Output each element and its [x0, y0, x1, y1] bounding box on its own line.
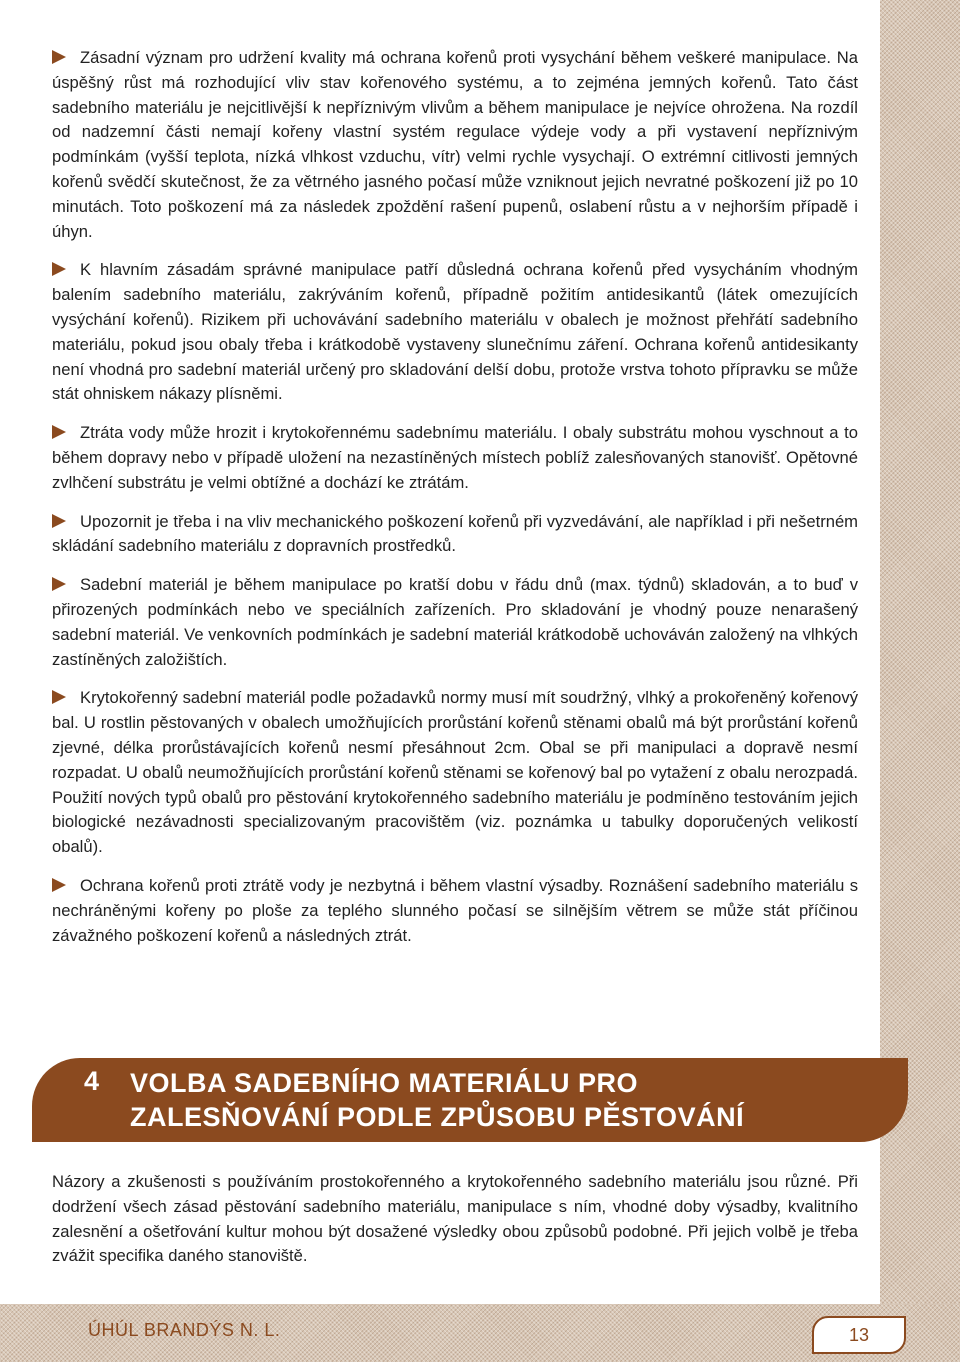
- paragraph: [52, 258, 858, 407]
- paragraph: [52, 46, 858, 244]
- section-intro-paragraph: Názory a zkušenosti s používáním prostokořenného a krytokořenného sadebního materiálu jsou různé. Při dodržení všech zásad pěstování sadebního materiálu, manipulace s ním, vhodné doby výsadby, kvalitního zalesnění a ošetřování kultur mohou být dosažené výsledky obou způsobů podobné. Při jejich volbě je třeba zvážit specifika daného stanoviště.: [52, 1172, 858, 1266]
- paragraph-text: Sadební materiál je během manipulace po kratší dobu v řádu dnů (max. týdnů) skladován, a to buď v přirozených podmínkách nebo ve speciálních zařízeních. Pro skladování je vhodný pouze nenarašený sadební materiál. Ve venkovních podmínkách je sadební materiál krátkodobě uchováván založený na vlhkých zastíněných založištích.: [52, 575, 858, 669]
- paragraph: [52, 874, 858, 948]
- paragraph-text: Krytokořenný sadební materiál podle požadavků normy musí mít soudržný, vlhký a prokořeněný kořenový bal. U rostlin pěstovaných v obalech umožňujících prorůstání kořenů stěnami obalů má být prorůstání kořenů zjevné, délka prorůstávajících kořenů nesmí přesáhnout 2cm. Obal se při manipulaci a dopravě nesmí rozpadat. U obalů neumožňujících prorůstání kořenů stěnami se kořenový bal po vytažení z obalu nerozpadá. Použití nových typů obalů pro pěstování krytokořenného sadebního materiálu je podmíněno testováním jejich biologické nezávadnosti specializovaným pracovištěm (viz. poznámka u tabulky doporučených velikostí obalů).: [52, 688, 858, 857]
- footer-publisher: ÚHÚL BRANDÝS N. L.: [88, 1320, 281, 1340]
- paragraph-text: K hlavním zásadám správné manipulace patří důsledná ochrana kořenů před vysycháním vhodným balením sadebního materiálu, zakrýváním kořenů, případně požitím antidesikantů (látek omezujících vysýchání kořenů). Rizikem při uchovávání sadebního materiálu v obalech je možnost přehřátí sadebního materiálu, pokud jsou obaly třeba i krátkodobě vystaveny slunečnímu záření. Ochrana kořenů antidesikanty není vhodná pro sadební materiál určený pro skladování delší dobu, protože vrstva tohoto přípravku se může stát ohniskem nákazy plísněmi.: [52, 260, 858, 404]
- bullet-arrow-icon: [52, 577, 66, 591]
- paragraph-text: Zásadní význam pro udržení kvality má ochrana kořenů proti vysychání během veškeré manipulace. Na úspěšný růst má rozhodující vliv stav kořenového systému, a to zejména jemných kořenů. Tato část sadebního materiálu je nejcitlivější k nepříznivým vlivům a během manipulace je nejvíce ohrožena. Na rozdíl od nadzemní části nemají kořeny vlastní systém regulace výdeje vody a při vystavení nepříznivým podmínkám (vyšší teplota, nízká vlhkost vzduchu, vítr) velmi rychle vysychají. O extrémní citlivosti jemných kořenů svědčí skutečnost, že za větrného jasného počasí může vzniknout jejich nevratné poškození již po 10 minutách. Toto poškození má za následek zpoždění rašení pupenů, oslabení růstu a v nejhorším případě i úhyn.: [52, 48, 858, 241]
- paragraph-text: Ochrana kořenů proti ztrátě vody je nezbytná i během vlastní výsadby. Roznášení sadebního materiálu s nechráněnými kořeny po ploše za teplého slunného počasí se silnějším větrem se může stát příčinou závažného poškození kořenů a následných ztrát.: [52, 875, 858, 945]
- paragraph: [52, 686, 858, 860]
- section-heading-band: [32, 1058, 908, 1142]
- paragraph: [52, 510, 858, 560]
- paragraph-text: Ztráta vody může hrozit i krytokořennému sadebnímu materiálu. I obaly substrátu mohou vyschnout a to během dopravy nebo v případě uložení na nezastíněných místech poblíž zalesňovaných stanovišť. Opětovné zvlhčení substrátu je velmi obtížné a dochází ke ztrátám.: [52, 423, 858, 492]
- bullet-arrow-icon: [52, 878, 66, 892]
- bullet-arrow-icon: [52, 50, 66, 64]
- paragraph: [52, 573, 858, 672]
- page-number-badge: 13: [812, 1316, 906, 1354]
- section-title: [130, 1066, 870, 1134]
- decorative-texture-right: [880, 0, 960, 1362]
- bullet-arrow-icon: [52, 262, 66, 276]
- bullet-arrow-icon: [52, 425, 66, 439]
- bullet-arrow-icon: [52, 514, 66, 528]
- section-number: 4: [84, 1066, 100, 1096]
- body-text: [52, 46, 858, 962]
- section-title-line-1: VOLBA SADEBNÍHO MATERIÁLU PRO: [130, 1068, 639, 1098]
- section-title-line-2: ZALESŇOVÁNÍ PODLE ZPŮSOBU PĚSTOVÁNÍ: [130, 1102, 745, 1132]
- bullet-arrow-icon: [52, 690, 66, 704]
- paragraph-text: Upozornit je třeba i na vliv mechanického poškození kořenů při vyzvedávání, ale například i při nešetrném skládání sadebního materiálu z dopravních prostředků.: [52, 511, 858, 556]
- paragraph: [52, 421, 858, 495]
